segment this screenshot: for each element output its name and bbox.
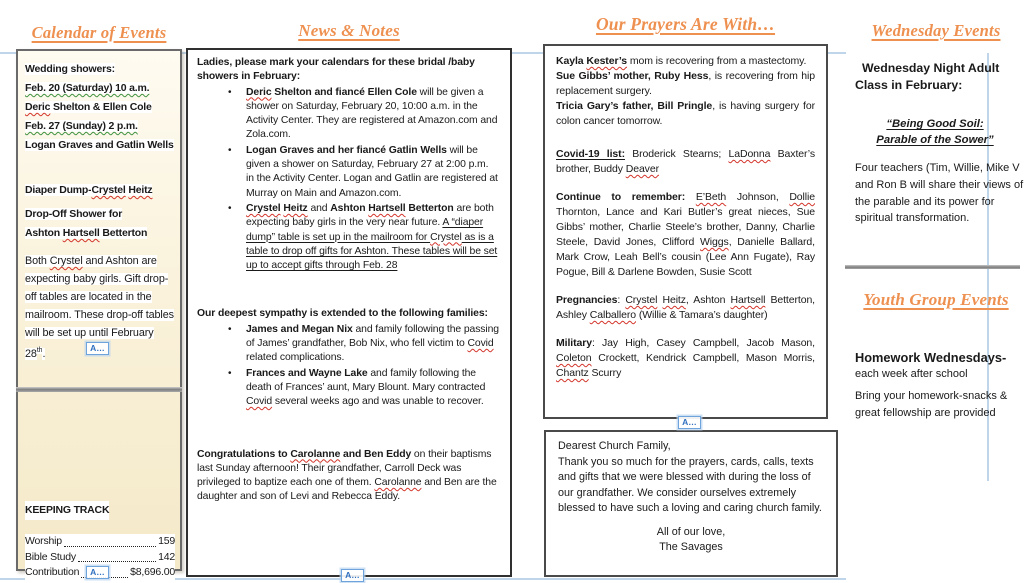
homework-wednesdays-title: Homework Wednesdays- — [855, 350, 1007, 365]
wednesday-heading: Wednesday Events — [871, 21, 1001, 40]
prayers-box — [543, 44, 828, 419]
prayers-heading: Our Prayers Are With… — [595, 14, 776, 34]
military-list: Military: Jay High, Casey Campbell, Jacob Mason, Coleton Crockett, Kendrick Campbell, Mason Morris, Chantz Scurry — [556, 337, 815, 379]
ashton-line: Ashton Hartsell Betterton — [25, 227, 148, 239]
shower-couple-logan-gatlin: Logan Graves and Gatlin Wells — [25, 139, 174, 151]
stat-row-bible-study — [25, 550, 175, 566]
dropoff-details-paragraph: Both Crystel and Ashton are expecting baby girls. Gift drop-off tables are located in the mailroom. These drop-off tables will be set up until February 28th. — [25, 255, 174, 360]
anchor-marker[interactable]: A… — [678, 416, 701, 429]
note-greeting: Dearest Church Family, — [558, 440, 671, 452]
wednesday-section-divider — [845, 265, 1020, 269]
calendar-section-divider — [16, 387, 182, 392]
pregnancies-list: Pregnancies: Crystel Heitz, Ashton Hartsell Betterton, Ashley Calballero (Willie & Tamara’s daughter) — [556, 294, 815, 321]
anchor-marker[interactable]: A… — [86, 342, 109, 355]
covid-list: Covid-19 list: Broderick Stearns; LaDonna Baxter’s brother, Buddy Deaver — [556, 148, 815, 175]
anchor-marker[interactable]: A… — [86, 566, 109, 579]
news-heading: News & Notes — [298, 21, 400, 40]
keeping-track-title: KEEPING TRACK — [25, 501, 109, 520]
wedding-showers-title: Wedding showers: — [25, 63, 115, 75]
shower-bullet-crystel-ashton: • Crystel Heitz and Ashton Hartsell Betterton are both expecting baby girls in the very near future. A “diaper dump” table is set up in the mailroom for Crystel as is a table to drop off gifts for Ashton. These tables will be set up to accept gifts through Feb. 28 — [197, 202, 499, 273]
homework-wednesdays-subtitle: each week after school — [855, 368, 968, 380]
teachers-paragraph: Four teachers (Tim, Willie, Mike V and Ron B will share their views of the parable and its power for spiritual transformation. — [855, 162, 1024, 225]
calendar-heading: Calendar of Events — [31, 23, 167, 42]
sympathy-title: Our deepest sympathy is extended to the following families: — [197, 308, 488, 320]
note-body: Thank you so much for the prayers, cards, calls, texts and gifts that we were blessed with during the loss of our grandfather. We consider ourselves extremely blessed to have such a loving and caring church family. — [558, 455, 822, 514]
prayer-tricia: Tricia Gary’s father, Bill Pringle, is having surgery for colon cancer tomorrow. — [556, 100, 815, 127]
diaper-dump-line: Diaper Dump-Crystel Heitz — [25, 184, 153, 196]
note-signoff: All of our love, — [656, 525, 726, 538]
lesson-quote-line1: “Being Good Soil: — [886, 118, 984, 130]
anchor-marker[interactable]: A… — [341, 569, 364, 582]
adult-class-title: Wednesday Night Adult Class in February: — [855, 61, 1000, 92]
sympathy-bullet-lake: • Frances and Wayne Lake and family following the death of Frances’ aunt, Mary Blount. Mary contracted Covid several weeks ago and was unable to recover. — [197, 367, 499, 410]
news-notes-box — [186, 48, 512, 577]
stat-value: 159 — [158, 535, 175, 547]
stat-row-worship — [25, 534, 175, 550]
stat-label: Worship — [25, 535, 62, 547]
shower-bullet-logan: • Logan Graves and her fiancé Gatlin Wells will be given a shower on Saturday, February 27 at 2:00 p.m. in the Activity Center. Logan and Gatlin are registered at Murray on Main and Amazon.com. — [197, 144, 499, 201]
thank-you-note-box — [544, 430, 838, 577]
shower-bullet-deric: • Deric Shelton and fiancé Ellen Cole will be given a shower on Saturday, February 20, 10:00 a.m. in the Activity Center. They are registered at Amazon.com and Zola.com. — [197, 86, 499, 143]
dropoff-shower-line: Drop-Off Shower for — [25, 208, 123, 220]
continue-to-remember: Continue to remember: E’Beth Johnson, Dollie Thornton, Lance and Kari Butler’s great nieces, Sue Gibbs’ mother, Charlie Steele’s brother, Danny, Charlie Steele, David Jones, Clifford Wiggs, Danielle Ballard, Mark Crow, Leah Bell’s cousin (Lee Ann Fugate), Ray Pogue, Bill & Darlene Bowden, Susie Scott — [556, 191, 815, 278]
homework-wednesdays-paragraph: Bring your homework-snacks & great fellowship are provided — [855, 390, 1008, 419]
shower-date-feb27: Feb. 27 (Sunday) 2 p.m. — [25, 120, 138, 132]
news-intro: Ladies, please mark your calendars for these bridal /baby showers in February: — [197, 57, 475, 83]
calendar-panel — [16, 49, 182, 578]
dot-leader — [64, 546, 156, 547]
congratulations-paragraph: Congratulations to Carolanne and Ben Eddy on their baptisms last Sunday afternoon! Their grandfather, Carroll Deck was privileged to baptize each one of them. Carolanne and Ben are the daughter and son of Levi and Rebecca Eddy. — [197, 448, 497, 503]
stat-value: $8,696.00 — [130, 566, 175, 578]
shower-date-feb20: Feb. 20 (Saturday) 10 a.m. — [25, 82, 150, 94]
dot-leader — [78, 561, 156, 562]
youth-group-heading: Youth Group Events — [863, 290, 1009, 309]
lesson-quote-line2: Parable of the Sower” — [876, 134, 994, 146]
note-signature: The Savages — [659, 541, 723, 553]
stat-label: Contribution — [25, 566, 80, 578]
sympathy-bullet-nix: • James and Megan Nix and family following the passing of James’ grandfather, Bob Nix, who fell victim to Covid related complications. — [197, 323, 499, 366]
prayer-kayla: Kayla Kester’s mom is recovering from a mastectomy. — [556, 55, 807, 67]
prayer-sue: Sue Gibbs’ mother, Ruby Hess, is recovering from hip replacement surgery. — [556, 70, 815, 97]
shower-couple-deric-ellen: Deric Shelton & Ellen Cole — [25, 101, 152, 113]
lesson-quote — [855, 116, 1015, 148]
stat-label: Bible Study — [25, 550, 76, 563]
stat-value: 142 — [158, 550, 175, 563]
